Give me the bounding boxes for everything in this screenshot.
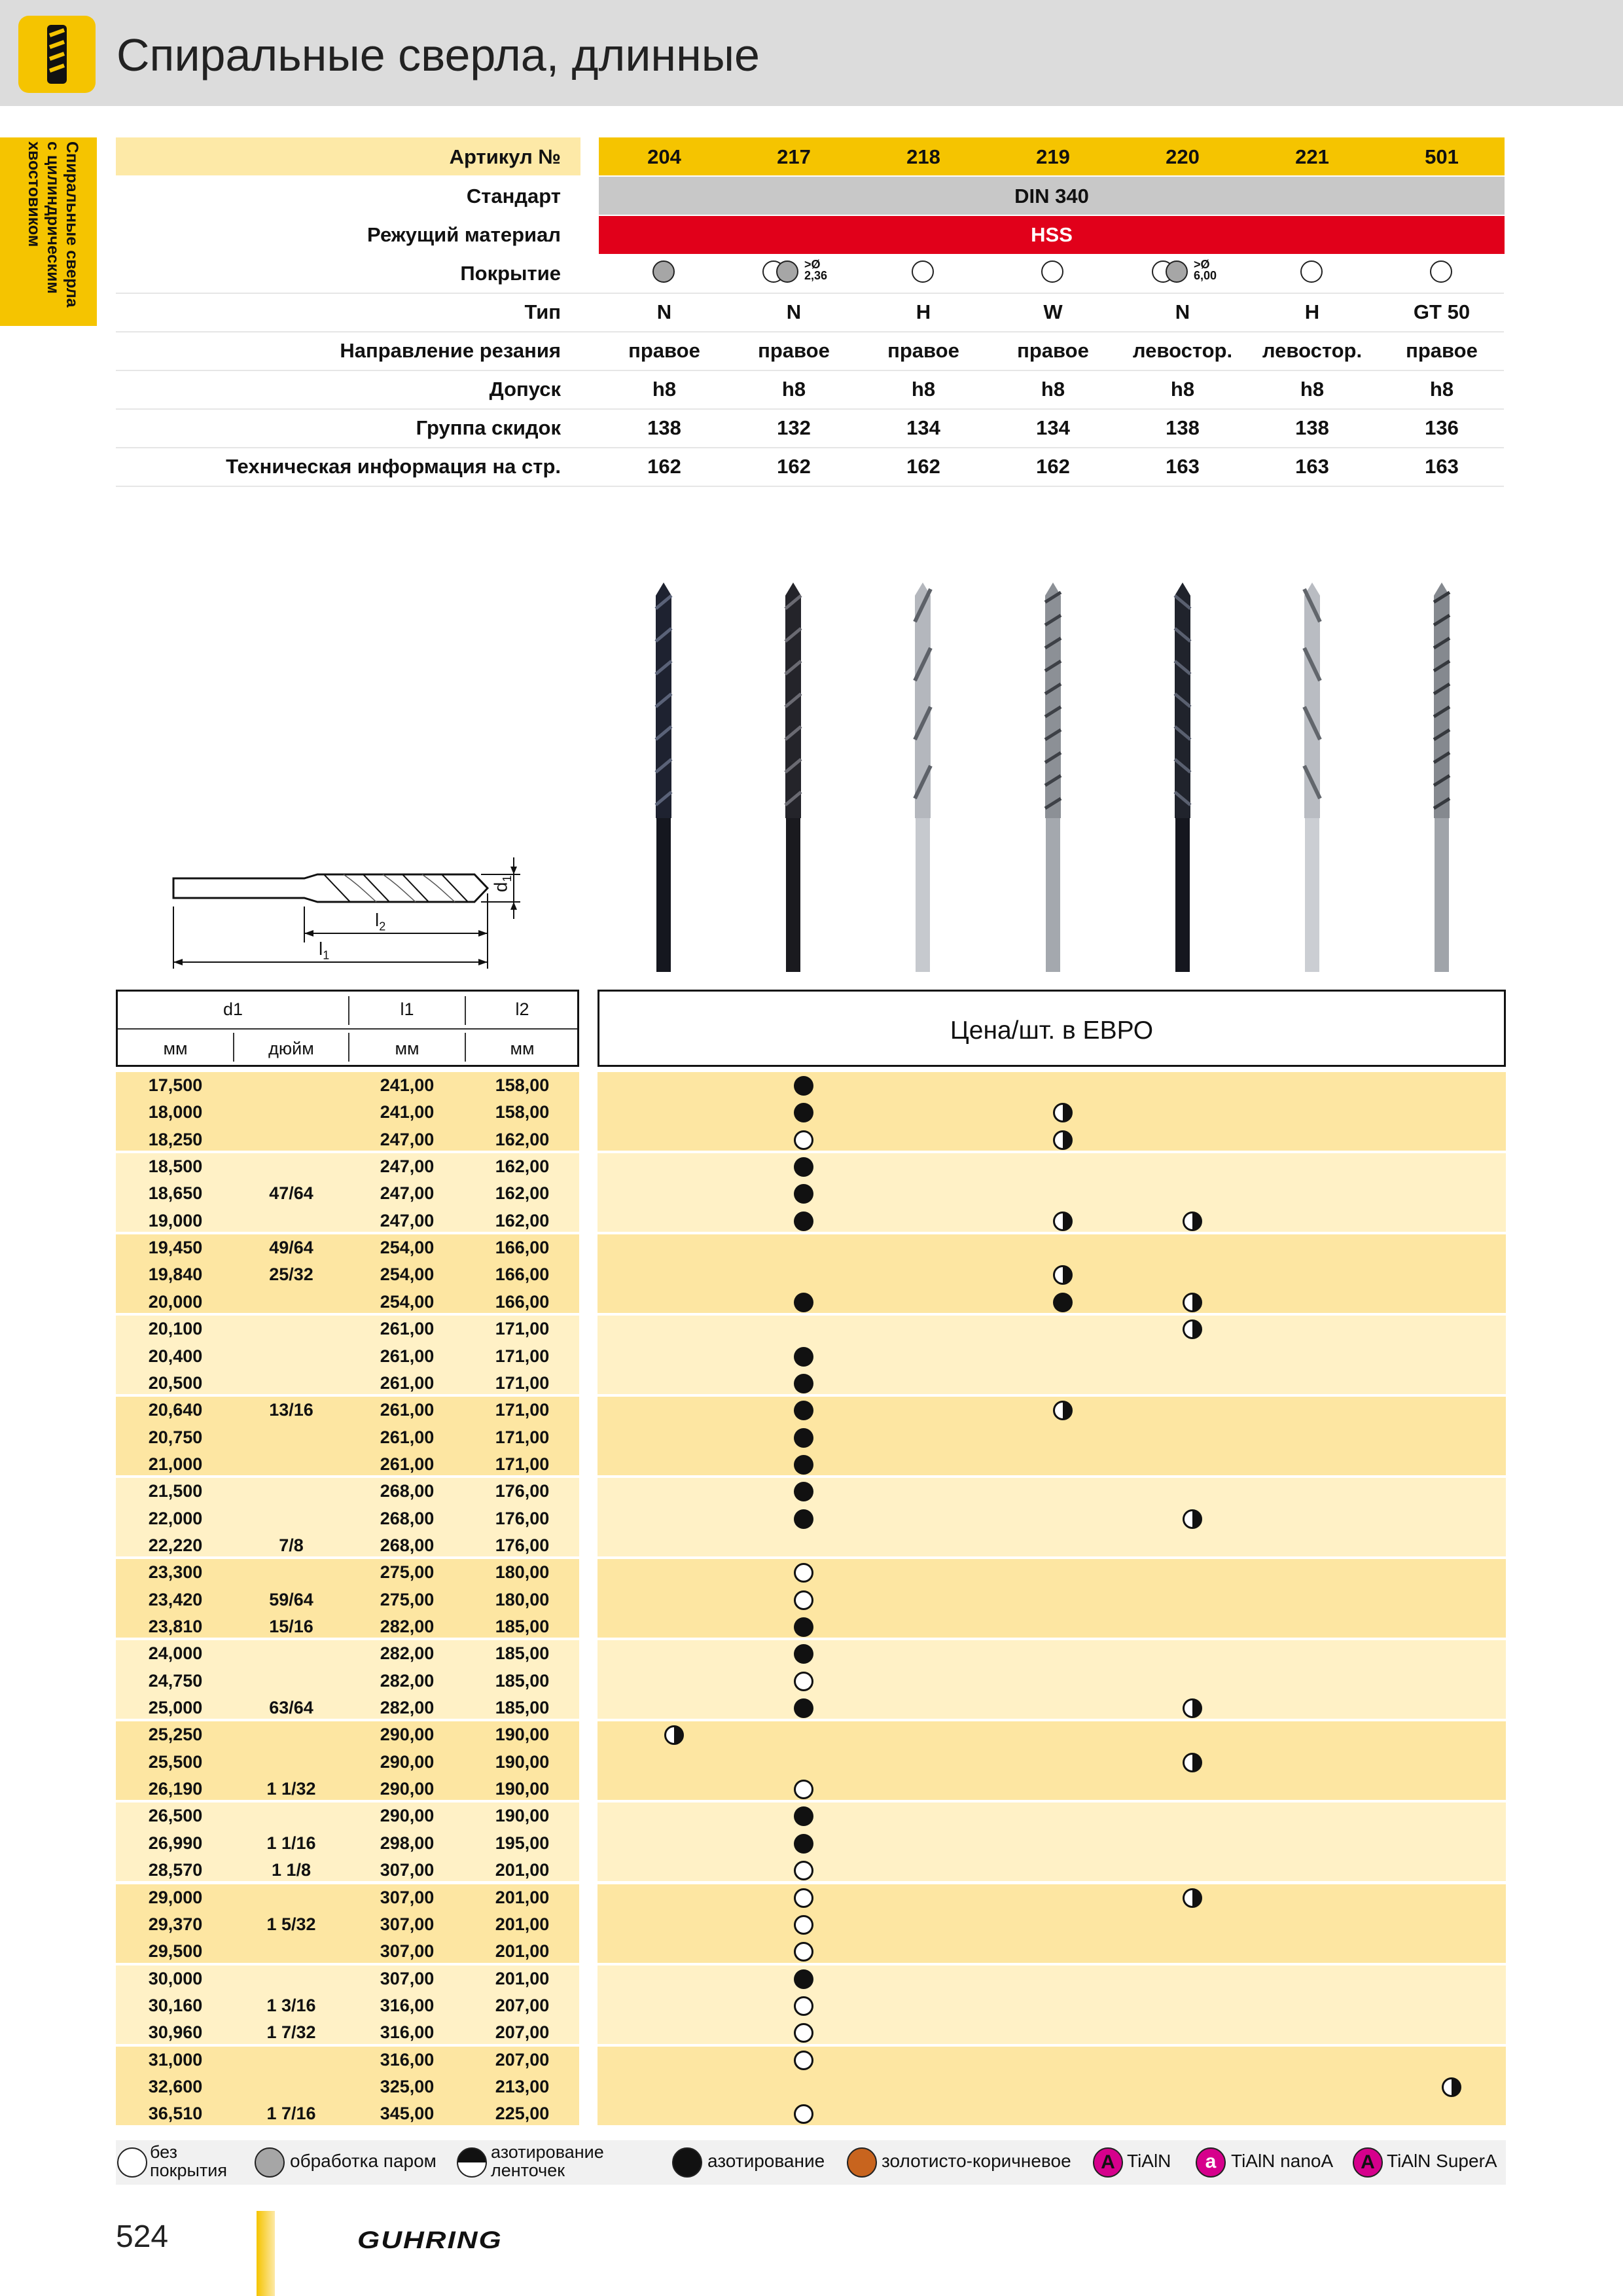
table-cell: 26,190 — [148, 1779, 203, 1799]
direction-value: правое — [758, 339, 830, 362]
table-cell: 345,00 — [380, 2104, 435, 2124]
table-cell: 201,00 — [495, 1887, 550, 1907]
table-cell: 290,00 — [380, 1806, 435, 1826]
table-cell: 307,00 — [380, 1860, 435, 1880]
availability-mark — [794, 1157, 813, 1177]
availability-mark — [794, 1428, 813, 1448]
availability-mark — [794, 1780, 813, 1799]
uncoated-icon — [117, 2147, 147, 2178]
price-group-bg — [597, 1965, 1506, 2044]
table-cell: 201,00 — [495, 1968, 550, 1988]
tolerance-value: h8 — [1429, 378, 1454, 401]
table-cell: 20,750 — [148, 1427, 203, 1447]
table-cell: 290,00 — [380, 1779, 435, 1799]
table-cell: 31,000 — [148, 2049, 203, 2070]
table-cell: 166,00 — [495, 1265, 550, 1285]
coating-steam-icon — [776, 260, 798, 283]
table-cell: 19,000 — [148, 1210, 203, 1230]
col-l1-mm: мм — [395, 1039, 419, 1058]
tolerance-value: h8 — [1300, 378, 1325, 401]
legend-tialn-super: TiAlN SuperA — [1387, 2151, 1497, 2171]
availability-mark — [1183, 1698, 1202, 1718]
table-cell: 185,00 — [495, 1670, 550, 1691]
table-cell: 26,500 — [148, 1806, 203, 1826]
drill-image-220 — [1169, 583, 1196, 972]
availability-mark — [1053, 1130, 1073, 1150]
table-cell: 162,00 — [495, 1210, 550, 1230]
availability-mark — [1053, 1293, 1073, 1312]
type-label: Тип — [524, 300, 561, 323]
techinfo-value: 162 — [647, 455, 681, 478]
availability-mark — [794, 1617, 813, 1637]
table-cell: 241,00 — [380, 1102, 435, 1122]
availability-mark — [794, 2051, 813, 2070]
table-cell: 36,510 — [148, 2104, 203, 2124]
price-group-bg — [597, 2047, 1506, 2125]
table-cell: 261,00 — [380, 1454, 435, 1474]
discount-value: 138 — [1295, 416, 1329, 439]
table-cell: 180,00 — [495, 1562, 550, 1583]
legend-gold: золотисто-коричневое — [882, 2151, 1071, 2171]
table-cell: 49/64 — [269, 1238, 313, 1258]
price-group-bg — [597, 1397, 1506, 1475]
table-cell: 18,250 — [148, 1129, 203, 1149]
table-cell: 23,300 — [148, 1562, 203, 1583]
table-cell: 290,00 — [380, 1725, 435, 1745]
availability-mark — [1183, 1509, 1202, 1529]
legend-steam: обработка паром — [290, 2151, 437, 2171]
type-value: H — [1304, 300, 1320, 323]
discount-value: 138 — [647, 416, 681, 439]
footer-accent — [257, 2211, 275, 2296]
table-cell: 282,00 — [380, 1617, 435, 1636]
table-cell: 20,640 — [148, 1400, 203, 1420]
table-cell: 30,160 — [148, 1995, 203, 2015]
l2-label: $l_2$ — [375, 910, 386, 933]
table-cell: 23,810 — [148, 1617, 203, 1636]
availability-mark — [794, 1590, 813, 1610]
table-cell: 22,220 — [148, 1535, 203, 1555]
table-cell: 21,500 — [148, 1481, 203, 1501]
steam-icon — [255, 2147, 285, 2178]
table-cell: 261,00 — [380, 1400, 435, 1420]
availability-mark — [1183, 1293, 1202, 1312]
tolerance-value: h8 — [652, 378, 677, 401]
discount-label: Группа скидок — [416, 416, 561, 439]
availability-mark — [1183, 1211, 1202, 1231]
col-l2-mm: мм — [510, 1039, 535, 1058]
price-group-bg — [597, 1153, 1506, 1232]
techinfo-value: 163 — [1295, 455, 1329, 478]
table-cell: 18,500 — [148, 1157, 203, 1177]
table-cell: 13/16 — [269, 1400, 313, 1420]
table-cell: 25/32 — [269, 1265, 313, 1285]
discount-value: 132 — [777, 416, 811, 439]
availability-mark — [794, 1347, 813, 1367]
table-cell: 171,00 — [495, 1319, 550, 1339]
price-header: Цена/шт. в ЕВРО — [597, 990, 1506, 1067]
table-cell: 325,00 — [380, 2076, 435, 2096]
availability-mark — [794, 1942, 813, 1962]
table-cell: 29,370 — [148, 1914, 203, 1934]
table-cell: 25,000 — [148, 1698, 203, 1718]
availability-mark — [794, 1969, 813, 1989]
table-cell: 15/16 — [269, 1617, 313, 1636]
table-cell: 18,650 — [148, 1183, 203, 1204]
price-group-bg — [597, 1721, 1506, 1800]
table-cell: 268,00 — [380, 1481, 435, 1501]
table-cell: 190,00 — [495, 1806, 550, 1826]
d1-label: $d_1$ — [490, 875, 514, 893]
table-cell: 28,570 — [148, 1860, 203, 1880]
type-value: N — [1175, 300, 1190, 323]
availability-mark — [794, 1861, 813, 1880]
table-cell: 275,00 — [380, 1562, 435, 1583]
table-cell: 298,00 — [380, 1833, 435, 1853]
section-tab-label: Спиральные сверла с цилиндрическим хвостовиком — [25, 141, 81, 308]
page-number: 524 — [116, 2219, 169, 2254]
table-cell: 22,000 — [148, 1508, 203, 1528]
availability-mark — [794, 1076, 813, 1096]
article-no: 219 — [1036, 145, 1070, 168]
discount-value: 136 — [1425, 416, 1459, 439]
legend-tialn: TiAlN — [1127, 2151, 1171, 2171]
material-value: HSS — [1031, 223, 1073, 246]
table-cell: 158,00 — [495, 1102, 550, 1122]
techinfo-value: 162 — [1036, 455, 1070, 478]
table-cell: 201,00 — [495, 1941, 550, 1962]
coating-steam-icon — [652, 260, 675, 283]
table-cell: 158,00 — [495, 1075, 550, 1095]
drill-bit-icon — [18, 16, 96, 93]
table-cell: 7/8 — [279, 1535, 304, 1555]
type-value: GT 50 — [1413, 300, 1471, 323]
table-cell: 171,00 — [495, 1372, 550, 1393]
table-cell: 247,00 — [380, 1157, 435, 1177]
article-no: 204 — [647, 145, 681, 168]
nitrided-lands-icon — [457, 2147, 487, 2178]
page-title: Спиральные сверла, длинные — [116, 29, 760, 81]
table-cell: 241,00 — [380, 1075, 435, 1095]
table-cell: 63/64 — [269, 1698, 313, 1718]
table-cell: 185,00 — [495, 1643, 550, 1664]
nitrided-icon — [672, 2147, 702, 2178]
table-cell: 247,00 — [380, 1210, 435, 1230]
legend-nitrided-lands: азотирование ленточек — [491, 2142, 604, 2180]
availability-mark — [1442, 2077, 1461, 2097]
type-value: N — [786, 300, 802, 323]
table-cell: 225,00 — [495, 2104, 550, 2124]
table-cell: 180,00 — [495, 1589, 550, 1609]
table-cell: 207,00 — [495, 2049, 550, 2070]
tialn-nano-icon: a — [1196, 2147, 1226, 2178]
table-cell: 316,00 — [380, 2022, 435, 2043]
availability-mark — [1183, 1888, 1202, 1908]
direction-value: правое — [628, 339, 700, 362]
price-group-bg — [597, 1234, 1506, 1313]
drill-image-219 — [1040, 583, 1066, 972]
table-cell: 1 3/16 — [266, 1995, 316, 2015]
price-group-bg — [597, 1884, 1506, 1963]
table-cell: 171,00 — [495, 1427, 550, 1447]
col-l2: l2 — [515, 999, 529, 1019]
table-cell: 261,00 — [380, 1346, 435, 1366]
availability-mark — [794, 1698, 813, 1718]
table-cell: 1 1/32 — [266, 1779, 316, 1799]
table-cell: 268,00 — [380, 1535, 435, 1555]
table-cell: 21,000 — [148, 1454, 203, 1474]
tolerance-value: h8 — [781, 378, 806, 401]
coating-note-217: >Ø 2,36 — [804, 258, 828, 282]
material-label: Режущий материал — [367, 223, 561, 246]
availability-mark — [794, 1996, 813, 2016]
drill-image-217 — [780, 583, 806, 972]
direction-value: правое — [1017, 339, 1089, 362]
direction-value: левостор. — [1262, 339, 1363, 362]
table-cell: 261,00 — [380, 1372, 435, 1393]
table-cell: 254,00 — [380, 1265, 435, 1285]
price-group-bg — [597, 1803, 1506, 1881]
availability-mark — [794, 1834, 813, 1854]
table-cell: 29,500 — [148, 1941, 203, 1962]
table-cell: 24,000 — [148, 1643, 203, 1664]
table-cell: 47/64 — [269, 1183, 313, 1204]
table-cell: 24,750 — [148, 1670, 203, 1691]
table-cell: 171,00 — [495, 1346, 550, 1366]
article-no: 217 — [777, 145, 811, 168]
table-cell: 247,00 — [380, 1129, 435, 1149]
table-cell: 207,00 — [495, 1995, 550, 2015]
price-group-bg — [597, 1559, 1506, 1638]
table-cell: 166,00 — [495, 1291, 550, 1312]
tolerance-value: h8 — [1170, 378, 1195, 401]
table-cell: 59/64 — [269, 1589, 313, 1609]
table-cell: 32,600 — [148, 2076, 203, 2096]
article-no: 221 — [1295, 145, 1329, 168]
table-cell: 275,00 — [380, 1589, 435, 1609]
table-cell: 268,00 — [380, 1508, 435, 1528]
table-cell: 19,450 — [148, 1238, 203, 1258]
table-cell: 190,00 — [495, 1779, 550, 1799]
legend-nitrided: азотирование — [707, 2151, 825, 2171]
legend — [116, 2140, 1506, 2185]
table-cell: 171,00 — [495, 1400, 550, 1420]
coating-label: Покрытие — [460, 262, 561, 285]
table-cell: 162,00 — [495, 1183, 550, 1204]
availability-mark — [794, 1888, 813, 1908]
table-cell: 19,840 — [148, 1265, 203, 1285]
page-header — [0, 0, 1623, 106]
tolerance-label: Допуск — [489, 378, 561, 401]
techinfo-value: 163 — [1425, 455, 1459, 478]
col-l1: l1 — [400, 999, 414, 1019]
article-label: Артикул № — [449, 145, 561, 168]
techinfo-value: 162 — [777, 455, 811, 478]
table-cell: 254,00 — [380, 1238, 435, 1258]
type-value: N — [656, 300, 672, 323]
table-cell: 23,420 — [148, 1589, 203, 1609]
direction-label: Направление резания — [340, 339, 561, 362]
availability-mark — [794, 1455, 813, 1475]
l1-label: $l_1$ — [319, 939, 330, 962]
table-cell: 316,00 — [380, 1995, 435, 2015]
table-cell: 25,250 — [148, 1725, 203, 1745]
col-d1: d1 — [223, 999, 243, 1019]
discount-value: 134 — [1036, 416, 1070, 439]
table-cell: 162,00 — [495, 1157, 550, 1177]
availability-mark — [1053, 1211, 1073, 1231]
table-cell: 17,500 — [148, 1075, 203, 1095]
drill-image-218 — [910, 583, 936, 972]
table-cell: 261,00 — [380, 1319, 435, 1339]
table-cell: 30,000 — [148, 1968, 203, 1988]
price-group-bg — [597, 1478, 1506, 1556]
coating-none-icon — [1300, 260, 1323, 283]
table-cell: 185,00 — [495, 1698, 550, 1718]
drill-image-501 — [1429, 583, 1455, 972]
article-no: 218 — [906, 145, 940, 168]
col-d1-mm: мм — [163, 1039, 188, 1058]
techinfo-label: Техническая информация на стр. — [226, 455, 561, 478]
table-cell: 20,000 — [148, 1291, 203, 1312]
availability-mark — [794, 1211, 813, 1231]
standard-value: DIN 340 — [1014, 185, 1089, 207]
gold-coating-icon — [847, 2147, 877, 2178]
table-cell: 307,00 — [380, 1887, 435, 1907]
brand-logo: GUHRING — [357, 2226, 503, 2254]
legend-uncoated: без покрытия — [150, 2142, 227, 2180]
coating-steam-icon — [1166, 260, 1188, 283]
drill-dimension-diagram — [167, 844, 533, 978]
coating-note-220: >Ø 6,00 — [1194, 258, 1217, 282]
table-cell: 26,990 — [148, 1833, 203, 1853]
table-cell: 282,00 — [380, 1698, 435, 1718]
standard-label: Стандарт — [466, 185, 561, 207]
drill-image-204 — [651, 583, 677, 972]
table-cell: 1 5/32 — [266, 1914, 316, 1934]
tolerance-value: h8 — [1041, 378, 1065, 401]
availability-mark — [794, 1672, 813, 1691]
table-cell: 307,00 — [380, 1968, 435, 1988]
availability-mark — [794, 1401, 813, 1420]
table-cell: 290,00 — [380, 1751, 435, 1772]
tialn-super-icon: A — [1353, 2147, 1383, 2178]
techinfo-value: 162 — [906, 455, 940, 478]
availability-mark — [794, 1509, 813, 1529]
table-cell: 1 7/32 — [266, 2022, 316, 2043]
table-cell: 29,000 — [148, 1887, 203, 1907]
coating-none-icon — [1041, 260, 1063, 283]
table-cell: 18,000 — [148, 1102, 203, 1122]
table-cell: 190,00 — [495, 1725, 550, 1745]
tialn-icon: A — [1093, 2147, 1123, 2178]
table-cell: 185,00 — [495, 1617, 550, 1636]
legend-tialn-nano: TiAlN nanoA — [1231, 2151, 1334, 2171]
table-cell: 1 1/8 — [271, 1860, 312, 1880]
article-no: 220 — [1166, 145, 1200, 168]
table-cell: 201,00 — [495, 1914, 550, 1934]
coating-none-icon — [912, 260, 934, 283]
direction-value: левостор. — [1132, 339, 1233, 362]
table-cell: 247,00 — [380, 1183, 435, 1204]
col-d1-inch: дюйм — [268, 1039, 314, 1058]
type-value: W — [1043, 300, 1063, 323]
discount-value: 138 — [1166, 416, 1200, 439]
direction-value: правое — [1406, 339, 1478, 362]
availability-mark — [794, 1374, 813, 1393]
availability-mark — [794, 1130, 813, 1150]
direction-value: правое — [887, 339, 959, 362]
table-cell: 307,00 — [380, 1914, 435, 1934]
table-cell: 171,00 — [495, 1454, 550, 1474]
type-value: H — [916, 300, 931, 323]
table-cell: 316,00 — [380, 2049, 435, 2070]
table-cell: 195,00 — [495, 1833, 550, 1853]
availability-mark — [1183, 1319, 1202, 1339]
table-cell: 254,00 — [380, 1291, 435, 1312]
availability-mark — [1053, 1401, 1073, 1420]
table-cell: 30,960 — [148, 2022, 203, 2043]
discount-value: 134 — [906, 416, 940, 439]
table-cell: 1 7/16 — [266, 2104, 316, 2124]
table-cell: 261,00 — [380, 1427, 435, 1447]
table-cell: 162,00 — [495, 1129, 550, 1149]
table-cell: 20,100 — [148, 1319, 203, 1339]
table-cell: 1 1/16 — [266, 1833, 316, 1853]
table-cell: 190,00 — [495, 1751, 550, 1772]
table-cell: 176,00 — [495, 1481, 550, 1501]
table-cell: 176,00 — [495, 1508, 550, 1528]
table-cell: 176,00 — [495, 1535, 550, 1555]
table-cell: 282,00 — [380, 1670, 435, 1691]
table-cell: 201,00 — [495, 1860, 550, 1880]
drill-image-221 — [1299, 583, 1325, 972]
table-cell: 213,00 — [495, 2076, 550, 2096]
price-group-bg — [597, 1640, 1506, 1719]
coating-none-icon — [1430, 260, 1452, 283]
table-cell: 307,00 — [380, 1941, 435, 1962]
table-cell: 207,00 — [495, 2022, 550, 2043]
price-group-bg — [597, 1072, 1506, 1151]
availability-mark — [794, 1915, 813, 1935]
table-cell: 282,00 — [380, 1643, 435, 1664]
tolerance-value: h8 — [911, 378, 936, 401]
availability-mark — [794, 1293, 813, 1312]
availability-mark — [1183, 1753, 1202, 1772]
article-no: 501 — [1425, 145, 1459, 168]
table-cell: 166,00 — [495, 1238, 550, 1258]
price-group-bg — [597, 1316, 1506, 1394]
techinfo-value: 163 — [1166, 455, 1200, 478]
table-cell: 25,500 — [148, 1751, 203, 1772]
table-cell: 20,500 — [148, 1372, 203, 1393]
table-cell: 20,400 — [148, 1346, 203, 1366]
